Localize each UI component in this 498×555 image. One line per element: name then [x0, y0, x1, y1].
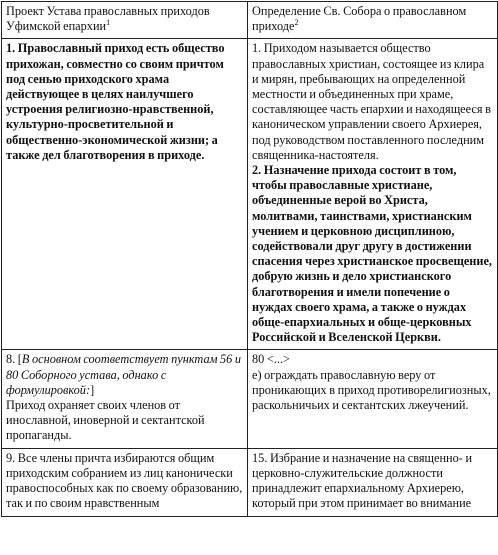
row2-left-italic-note: В основном соответствует пунктам 56 и 80 Соборного устава, однако с формулировкой:: [6, 352, 242, 397]
row1-right-paragraph-1: 1. Приходом называется общество православных христиан, состоящее из клира и мирян, пребывающих на определенной местности и объединенных при храме, составляющее часть епархии и находящееся в каноническом управлении своего Архиерея, под руководством поставленного последним священника-настоятеля.: [252, 41, 491, 162]
row2-left-number: 8. [: [6, 352, 22, 367]
row2-right-cell: [248, 350, 498, 448]
header-left-text: Проект Устава православных приходов Уфимской епархии: [6, 4, 210, 34]
row1-left-cell: [2, 39, 248, 350]
header-right-cell: [248, 2, 498, 39]
row2-left-cell: [2, 350, 248, 448]
row2-right-text: е) ограждать православную веру от проникающих в приход противорелигиозных, раскольничьих и сектантских лжеучений.: [252, 367, 491, 413]
header-right-text: Определение Св. Собора о православном приходе: [252, 4, 467, 34]
footnote-marker-2: 2: [294, 18, 299, 28]
row3-right-cell: [248, 448, 498, 516]
row3-right-text: 15. Избрание и назначение на священно- и церковно-служительские должности принадлежит епархиальному Архиерею, который при этом принимает во внимание: [252, 450, 473, 511]
header-left-cell: [2, 2, 248, 39]
header-row: [2, 2, 498, 39]
row2-left-note: [6, 352, 243, 398]
row3-left-text: 9. Все члены причта избираются общим приходским собранием из лиц канонически правоспособных как по своему образованию, так и по своим нравственным: [6, 450, 243, 511]
comparison-table: [1, 1, 498, 517]
row1-right-cell: [248, 39, 498, 350]
row1-right-paragraph-2: 2. Назначение прихода состоит в том, чтобы православные христиане, объединенные верой во Христа, молитвами, таинствами, христианским учением и церковною дисциплиною, содействовали друг другу в достижении спасения через христианское просвещение, добрую жизнь и дело христианского благотворения и имели попечение о нуждах своего храма, а также о нуждах обще-епархиальных и обще-церковных Российской и Вселенской Церкви.: [252, 163, 492, 345]
row1-left-text: 1. Православный приход есть общество прихожан, совместно со своим причтом под сенью приходского храма действующее в целях наилучшего устроения религиозно-нравственной, культурно-просветительной и общественно-экономической жизни; а также дел благотворения в приходе.: [6, 41, 225, 162]
table-row: [2, 39, 498, 350]
row2-right-ref: 80 <...>: [252, 352, 290, 367]
table-row: [2, 448, 498, 516]
row2-left-bracket: ]: [90, 382, 95, 397]
footnote-marker-1: 1: [106, 18, 111, 28]
table-row: [2, 350, 498, 448]
row2-left-text: Приход охраняет своих членов от инославной, иноверной и сектантской пропаганды.: [6, 398, 205, 443]
row3-left-cell: [2, 448, 248, 516]
